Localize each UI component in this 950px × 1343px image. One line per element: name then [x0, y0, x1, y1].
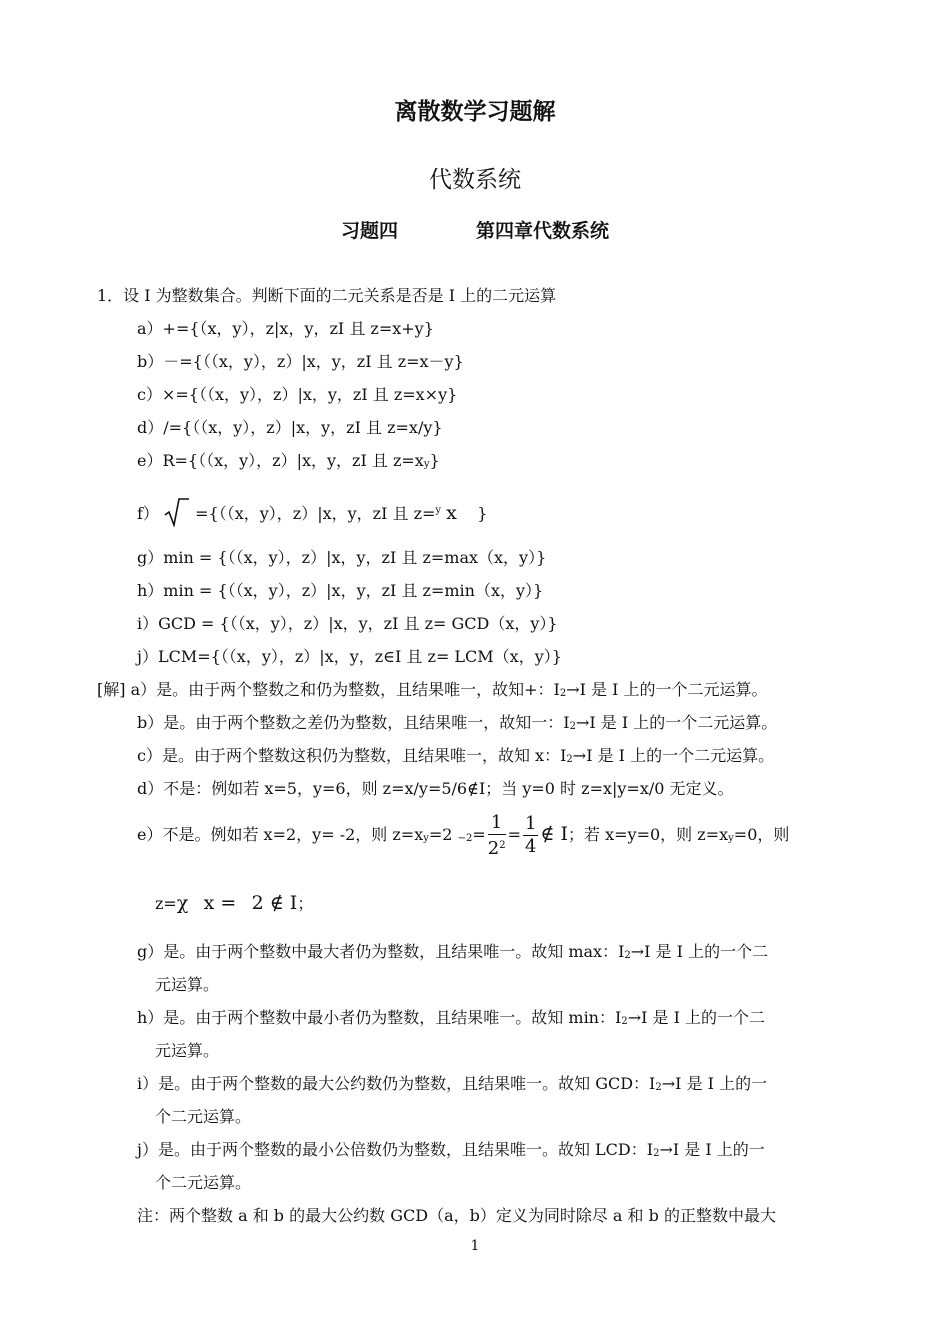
solution-d: d）不是：例如若 x=5，y=6，则 z=x/y=5/6∉I；当 y=0 时 z=x|y=x/0 无定义。: [137, 779, 734, 798]
item-j: j）LCM={（（x，y），z）|x，y，z∈I 且 z= LCM（x，y）}: [137, 647, 562, 666]
item-e: e）R={（（x，y），z）|x，y，zI 且 $z=x_y$}: [137, 451, 440, 470]
page-number: 1: [470, 1238, 480, 1254]
page-subtitle: 代数系统: [429, 167, 521, 193]
square-root-symbol: [164, 497, 190, 527]
solution-b: b）是。由于两个整数之差仍为整数，且结果唯一，故知一：$I_2\to I$ 是 I 上的一个二元运算。: [137, 713, 778, 732]
solution-c: c）是。由于两个整数这积仍为整数，且结果唯一，故知 x：$I_2\to I$ 是 I 上的一个二元运算。: [137, 746, 775, 765]
solution-j: j）是。由于两个整数的最小公倍数仍为整数，且结果唯一。故知 LCD：$I_2\to I$ 是 I 上的一: [137, 1140, 765, 1159]
item-i: i）GCD = {（（x，y），z）|x，y，zI 且 z= GCD（x，y）}: [137, 614, 558, 633]
question-1: 1．设 I 为整数集合。判断下面的二元关系是否是 I 上的二元运算: [97, 286, 557, 305]
page-title: 离散数学习题解: [394, 99, 556, 125]
chapter-label: 第四章代数系统: [476, 220, 610, 242]
item-c: c）×={（（x，y），z）|x，y，zI 且 z=x×y}: [137, 385, 458, 404]
exercise-label: 习题四: [340, 220, 398, 242]
solution-h: h）是。由于两个整数中最小者仍为整数，且结果唯一。故知 min：$I_2\to I$ 是 I 上的一个二: [137, 1008, 765, 1027]
solution-i-line-2: 个二元运算。: [155, 1107, 252, 1126]
note: 注：两个整数 a 和 b 的最大公约数 GCD（a，b）定义为同时除尽 a 和 b 的正整数中最大: [137, 1206, 776, 1225]
solution-g: g）是。由于两个整数中最大者仍为整数，且结果唯一。故知 max：$I_2\to I$ 是 I 上的一个二: [137, 942, 769, 961]
item-d: d）/={（（x，y），z）|x，y，zI 且 z=x/y}: [137, 418, 443, 437]
fraction-one-over-four: $\frac{1}{4}$: [524, 813, 537, 857]
solution-g-line-2: 元运算。: [155, 975, 220, 994]
fraction-one-over-two-squared: $\frac{1}{2^2}$: [487, 811, 506, 859]
item-b: b）－={（（x，y），z）|x，y，zI 且 z=x－y}: [137, 352, 464, 371]
solution-e-line-2: z=χ x = 2 ∉ I；: [155, 892, 314, 914]
item-f: f） ={（（x，y），z）|x，y，zI 且 z=$^y$ x }: [137, 497, 487, 527]
item-h: h）min = {（（x，y），z）|x，y，zI 且 z=min（x，y）}: [137, 581, 544, 600]
solution-j-line-2: 个二元运算。: [155, 1173, 252, 1192]
solution-i: i）是。由于两个整数的最大公约数仍为整数，且结果唯一。故知 GCD：$I_2\to I$ 是 I 上的一: [137, 1074, 768, 1093]
chapter-heading: [0, 216, 950, 243]
solution-e: e）不是。例如若 x=2，y= -2，则 $z=x_y=2$ $_{-2}$= $\frac{1}{2^2}$ = $\frac{1}{4}$ ∉ I；若 x=y=0，则 $z=x_y=0$，则: [137, 811, 790, 859]
item-g: g）min = {（（x，y），z）|x，y，zI 且 z=max（x，y）}: [137, 548, 547, 567]
solution-h-line-2: 元运算。: [155, 1041, 220, 1060]
item-a: a）+={（x，y），z|x，y，zI 且 z=x+y}: [137, 319, 434, 338]
solution-a: [解] a）是。由于两个整数之和仍为整数，且结果唯一，故知+：$I_2\to I$ 是 I 上的一个二元运算。: [97, 680, 768, 699]
